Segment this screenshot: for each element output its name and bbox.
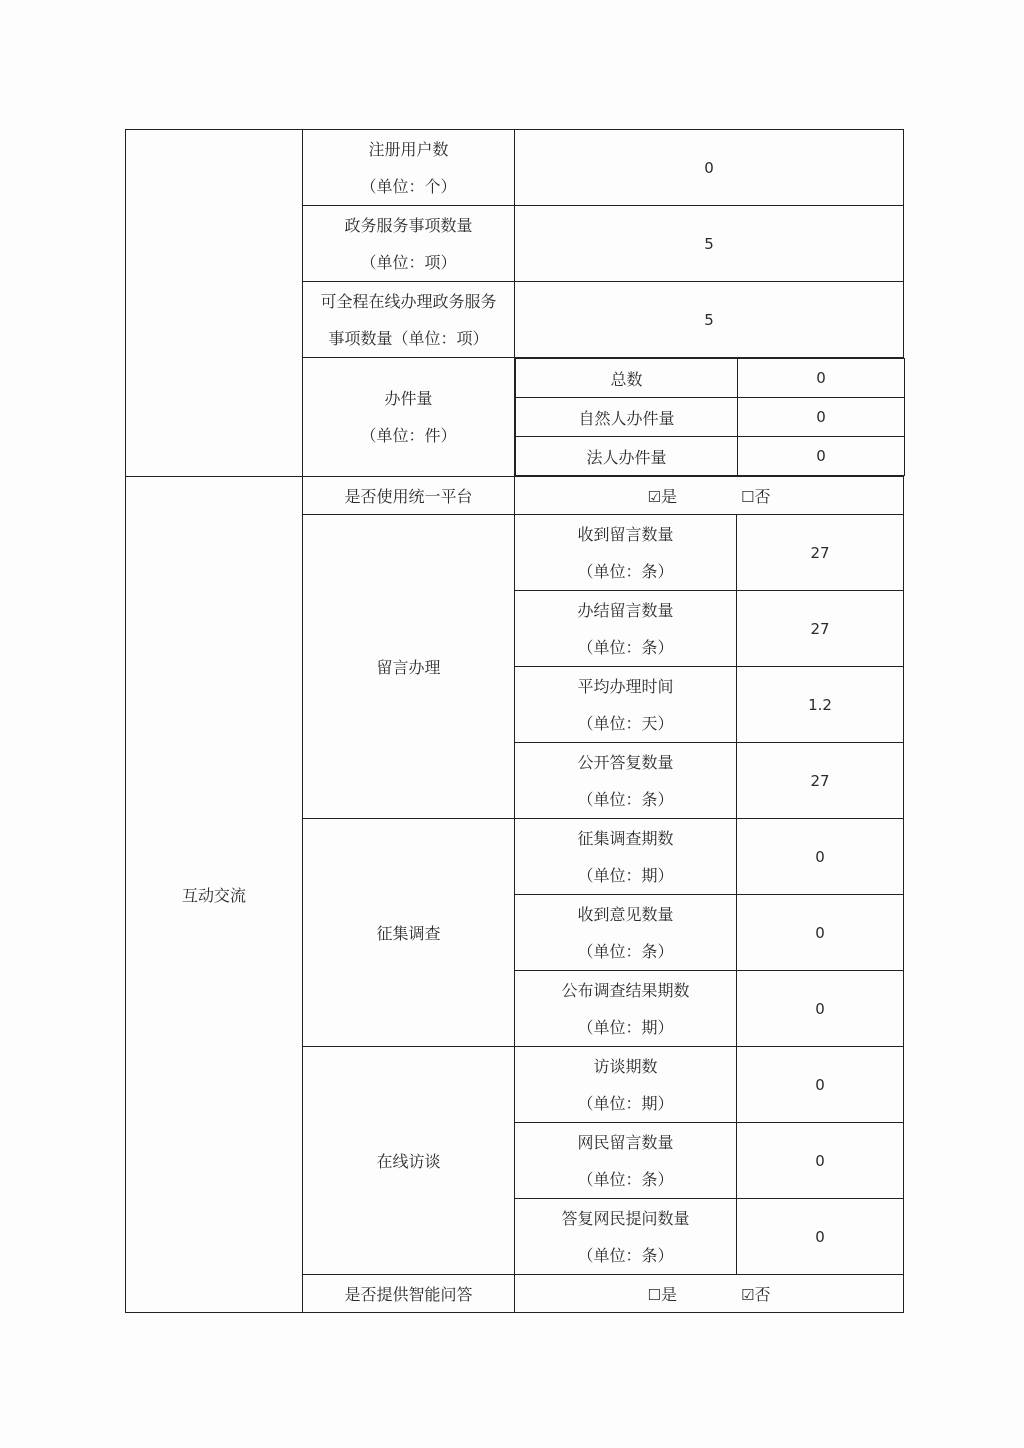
- interview-periods-value: 0: [737, 1047, 904, 1123]
- online-items-label: 可全程在线办理政务服务 事项数量（单位：项）: [303, 282, 515, 358]
- unified-no-checkbox: ☐: [741, 488, 755, 506]
- avg-time-value: 1.2: [737, 667, 904, 743]
- received-messages-value: 27: [737, 515, 904, 591]
- survey-label: 征集调查: [303, 819, 515, 1047]
- completed-messages-value: 27: [737, 591, 904, 667]
- survey-results-label: 公布调查结果期数 （单位：期）: [515, 971, 737, 1047]
- messages-label: 留言办理: [303, 515, 515, 819]
- handling-total-value: 0: [738, 359, 905, 398]
- statistics-table: [125, 129, 904, 1313]
- received-messages-label: 收到留言数量 （单位：条）: [515, 515, 737, 591]
- opinions-value: 0: [737, 895, 904, 971]
- netizen-replies-value: 0: [737, 1199, 904, 1275]
- handling-natural-label: 自然人办件量: [516, 398, 738, 437]
- unified-platform-label: 是否使用统一平台: [303, 477, 515, 515]
- unified-yes-checkbox: ☑: [647, 488, 661, 506]
- blank-section-cell: [126, 130, 303, 477]
- handling-legal-label: 法人办件量: [516, 437, 738, 476]
- handling-legal-value: 0: [738, 437, 905, 476]
- interview-label: 在线访谈: [303, 1047, 515, 1275]
- registered-users-value: 0: [515, 130, 904, 206]
- handling-total-label: 总数: [516, 359, 738, 398]
- interview-periods-label: 访谈期数 （单位：期）: [515, 1047, 737, 1123]
- handling-subtable: [515, 358, 905, 476]
- netizen-messages-label: 网民留言数量 （单位：条）: [515, 1123, 737, 1199]
- smart-qa-yes-checkbox: ☐: [647, 1286, 661, 1304]
- handling-subtable-cell: [515, 358, 904, 477]
- smart-qa-options: ☐是 ☑否: [515, 1275, 904, 1313]
- survey-results-value: 0: [737, 971, 904, 1047]
- smart-qa-no-checkbox: ☑: [741, 1286, 755, 1304]
- interaction-section-label: 互动交流: [126, 477, 303, 1313]
- completed-messages-label: 办结留言数量 （单位：条）: [515, 591, 737, 667]
- survey-periods-value: 0: [737, 819, 904, 895]
- unified-platform-options: ☑是 ☐否: [515, 477, 904, 515]
- handling-label: 办件量 （单位：件）: [303, 358, 515, 477]
- registered-users-label: 注册用户数 （单位：个）: [303, 130, 515, 206]
- survey-periods-label: 征集调查期数 （单位：期）: [515, 819, 737, 895]
- service-items-label: 政务服务事项数量 （单位：项）: [303, 206, 515, 282]
- smart-qa-label: 是否提供智能问答: [303, 1275, 515, 1313]
- public-replies-label: 公开答复数量 （单位：条）: [515, 743, 737, 819]
- netizen-messages-value: 0: [737, 1123, 904, 1199]
- handling-natural-value: 0: [738, 398, 905, 437]
- service-items-value: 5: [515, 206, 904, 282]
- netizen-replies-label: 答复网民提问数量 （单位：条）: [515, 1199, 737, 1275]
- public-replies-value: 27: [737, 743, 904, 819]
- online-items-value: 5: [515, 282, 904, 358]
- opinions-label: 收到意见数量 （单位：条）: [515, 895, 737, 971]
- avg-time-label: 平均办理时间 （单位：天）: [515, 667, 737, 743]
